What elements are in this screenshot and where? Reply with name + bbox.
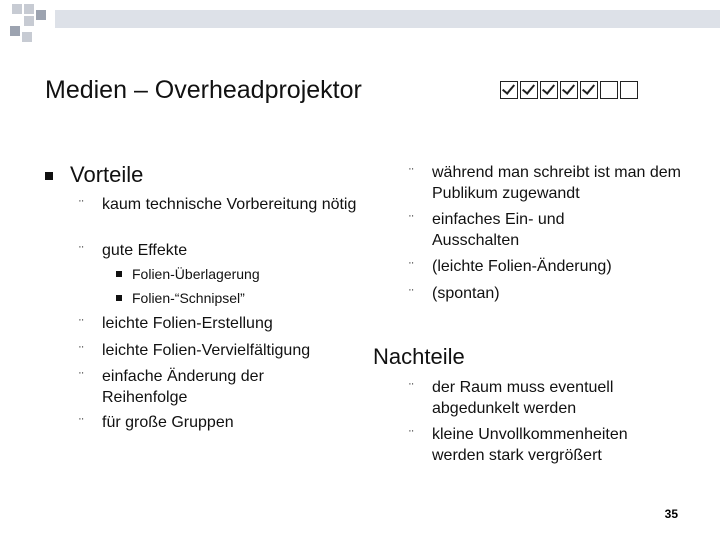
list-item: ¨ (spontan): [432, 283, 692, 304]
header-bar: [55, 10, 720, 28]
bullet-box-icon: ¨: [79, 243, 84, 259]
list-item: ¨ kaum technische Vorbereitung nötig: [102, 194, 362, 215]
sub-list-item: Folien-“Schnipsel”: [132, 290, 245, 306]
checkbox-checked-icon: [520, 81, 538, 99]
list-item: ¨ leichte Folien-Vervielfältigung: [102, 340, 362, 361]
deco-square: [10, 26, 20, 36]
bullet-box-icon: ¨: [409, 286, 414, 302]
bullet-box-icon: ¨: [79, 369, 84, 385]
bullet-box-icon: ¨: [79, 316, 84, 332]
sub-bullet-icon: [116, 295, 122, 301]
deco-square: [36, 10, 46, 20]
bullet-box-icon: ¨: [79, 343, 84, 359]
bullet-box-icon: ¨: [409, 259, 414, 275]
checkbox-empty-icon: [600, 81, 618, 99]
sub-bullet-icon: [116, 271, 122, 277]
list-item: ¨ einfaches Ein- und Ausschalten: [409, 211, 565, 249]
slide-title: Medien – Overheadprojektor: [45, 76, 362, 104]
list-item: ¨ während man schreibt ist man dem Publikum zugewandt: [409, 164, 681, 202]
checkbox-checked-icon: [580, 81, 598, 99]
deco-square: [24, 16, 34, 26]
list-item: ¨ gute Effekte: [102, 240, 362, 261]
deco-square: [22, 32, 32, 42]
checkbox-empty-icon: [620, 81, 638, 99]
bullet-box-icon: ¨: [79, 197, 84, 213]
vorteile-heading: Vorteile: [70, 162, 144, 187]
list-item: ¨ einfache Änderung der Reihenfolge: [79, 368, 264, 406]
bullet-box-icon: ¨: [79, 415, 84, 431]
bullet-box-icon: ¨: [409, 212, 414, 228]
page-number: 35: [664, 507, 678, 521]
list-item: ¨ der Raum muss eventuell abgedunkelt werden: [409, 379, 614, 417]
list-item: ¨ kleine Unvollkommenheiten werden stark vergrößert: [409, 426, 628, 464]
nachteile-heading: Nachteile: [373, 344, 465, 369]
list-item: ¨ leichte Folien-Erstellung: [102, 313, 362, 334]
checkbox-checked-icon: [540, 81, 558, 99]
list-item: ¨ für große Gruppen: [102, 412, 362, 433]
checkbox-checked-icon: [560, 81, 578, 99]
slide-decoration: [0, 0, 720, 60]
list-item: ¨ (leichte Folien-Änderung): [432, 256, 692, 277]
sub-list-item: Folien-Überlagerung: [132, 266, 260, 282]
bullet-square-icon: [45, 172, 53, 180]
checkbox-row: [500, 81, 638, 99]
deco-square: [12, 4, 22, 14]
bullet-box-icon: ¨: [409, 165, 414, 181]
bullet-box-icon: ¨: [409, 380, 414, 396]
deco-square: [24, 4, 34, 14]
bullet-box-icon: ¨: [409, 427, 414, 443]
checkbox-checked-icon: [500, 81, 518, 99]
